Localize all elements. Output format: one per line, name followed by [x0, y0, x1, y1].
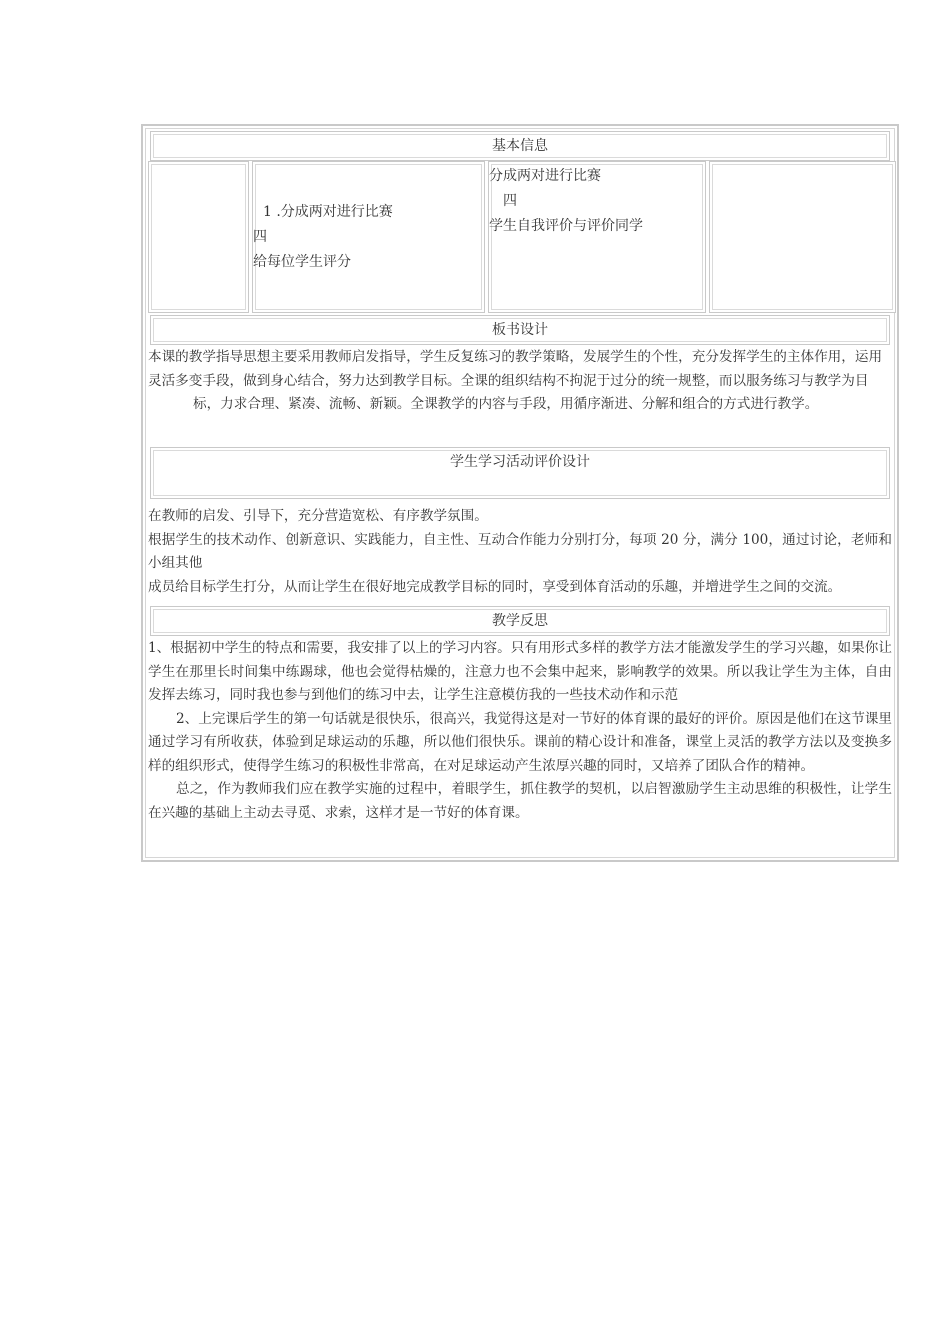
evaluation-header: 学生学习活动评价设计: [150, 447, 890, 499]
reflection-header: 教学反思: [150, 606, 890, 636]
board-line-1: 本课的教学指导思想主要采用教师启发指导，学生反复练习的教学策略，发展学生的个性，充分发挥学生的主体作用，运用: [148, 349, 883, 365]
eval-line-1: 在教师的启发、引导下，充分营造宽松、有序教学氛围。: [148, 508, 488, 524]
col2-line2: 四: [253, 229, 267, 245]
reflection-text: [148, 637, 892, 825]
col2-line3: 给每位学生评分: [253, 254, 351, 270]
col3-line1: 分成两对进行比赛: [489, 168, 601, 184]
evaluation-text: [148, 505, 892, 599]
lesson-plan-table: [141, 124, 899, 862]
board-design-text: [148, 346, 892, 417]
col3-line2: 四: [503, 193, 517, 209]
board-line-3: 标，力求合理、紧凑、流畅、新颖。全课教学的内容与手段，用循序渐进、分解和组合的方式进行教学。: [193, 396, 819, 412]
eval-line-2: 根据学生的技术动作、创新意识、实践能力，自主性、互动合作能力分别打分，每项 20 分，满分 100，通过讨论，老师和小组其他: [148, 531, 892, 571]
col3-line3: 学生自我评价与评价同学: [489, 218, 643, 234]
basic-info-col1: [148, 161, 249, 313]
eval-line-3: 成员给目标学生打分，从而让学生在很好地完成教学目标的同时，享受到体育活动的乐趣，并增进学生之间的交流。: [148, 578, 842, 595]
basic-info-header: 基本信息: [150, 131, 890, 161]
board-line-2: 灵活多变手段，做到身心结合，努力达到教学目标。全课的组织结构不拘泥于过分的统一规整，而以服务练习与教学为目: [148, 372, 869, 389]
reflection-para-3: 总之，作为教师我们应在教学实施的过程中，着眼学生，抓住教学的契机，以启智激励学生主动思维的积极性，让学生在兴趣的基础上主动去寻觅、求索，这样才是一节好的体育课。: [148, 781, 892, 821]
reflection-para-2: 2、上完课后学生的第一句话就是很快乐，很高兴，我觉得这是对一节好的体育课的最好的评价。原因是他们在这节课里通过学习有所收获，体验到足球运动的乐趣，所以他们很快乐。课前的精心设计和准备，课堂上灵活的教学方法以及变换多样的组织形式，使得学生练习的积极性非常高，在对足球运动产生浓厚兴趣的同时，又培养了团队合作的精神。: [148, 710, 892, 774]
reflection-para-1: 1、根据初中学生的特点和需要，我安排了以上的学习内容。只有用形式多样的教学方法才能激发学生的学习兴趣，如果你让学生在那里长时间集中练踢球，他也会觉得枯燥的，注意力也不会集中起来，影响教学的效果。所以我让学生为主体，自由发挥去练习，同时我也参与到他们的练习中去，让学生注意模仿我的一些技术动作和示范: [148, 640, 892, 703]
basic-info-col4: [709, 161, 896, 313]
table-inner-border: [145, 128, 895, 858]
basic-info-col2: [252, 161, 485, 313]
col2-line1: 1 .分成两对进行比赛: [263, 204, 393, 220]
basic-info-col3: [488, 161, 706, 313]
board-design-header: 板书设计: [150, 315, 890, 345]
